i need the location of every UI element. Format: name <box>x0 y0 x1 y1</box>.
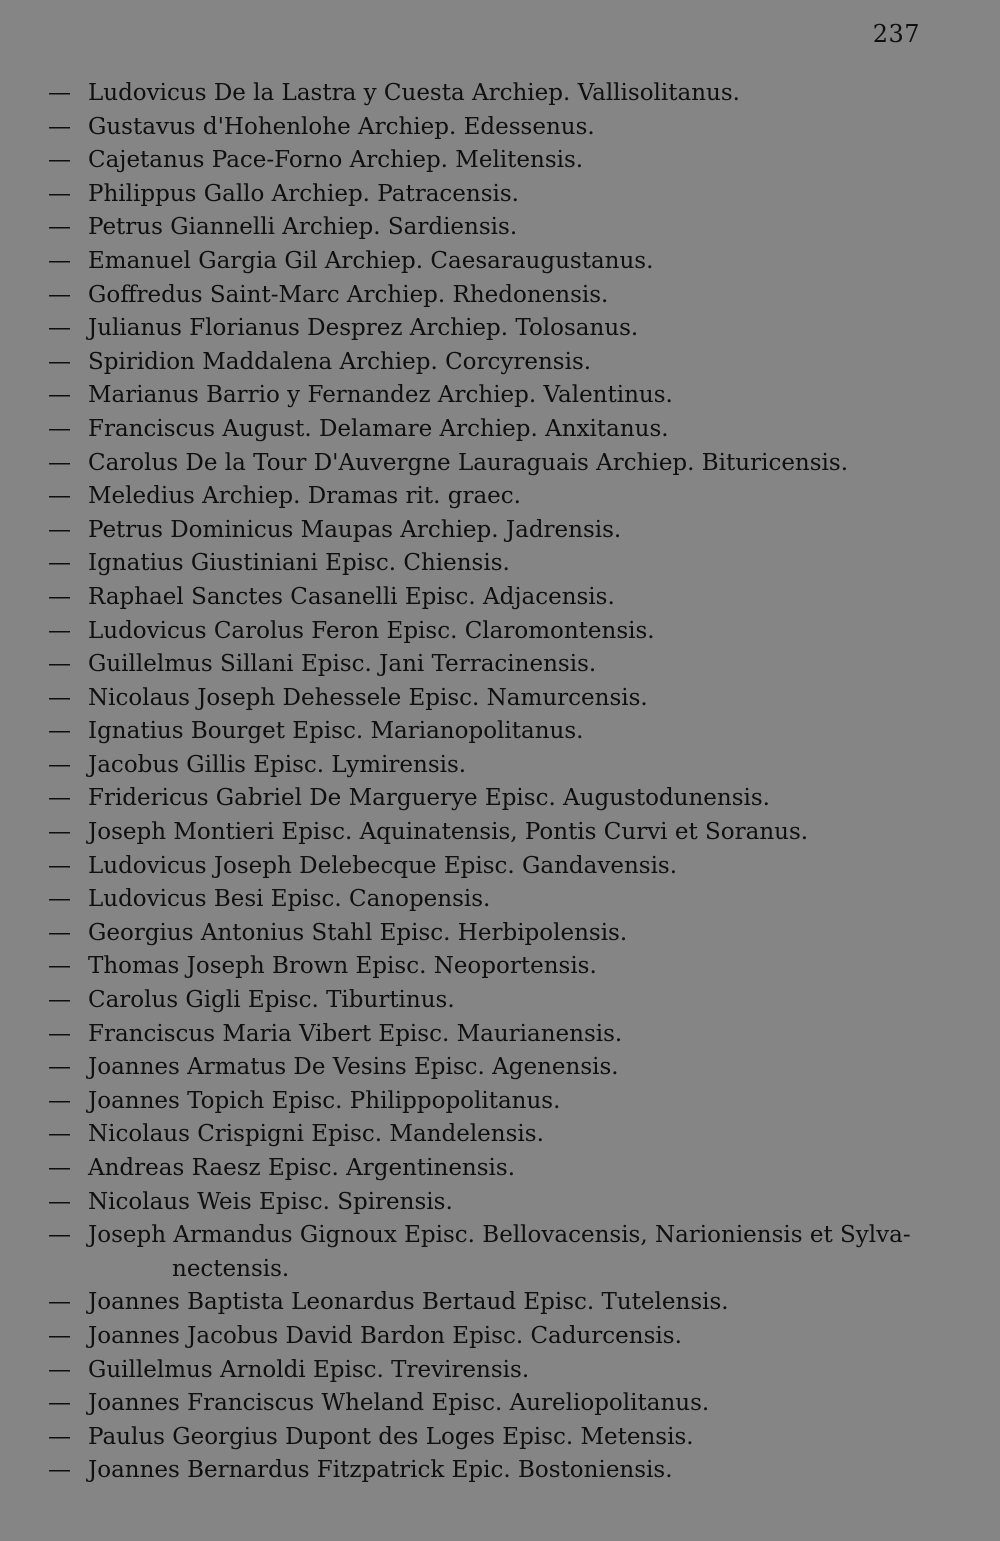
list-item <box>48 178 928 212</box>
entry-text: Nicolaus Joseph Dehessele Episc. Namurcensis. <box>88 684 648 711</box>
list-item <box>48 379 928 413</box>
list-item <box>48 1152 928 1186</box>
list-item <box>48 1186 928 1220</box>
dash: — <box>48 684 71 711</box>
dash: — <box>48 919 71 946</box>
entry-text: Georgius Antonius Stahl Episc. Herbipolensis. <box>88 919 628 946</box>
list-item <box>48 77 928 111</box>
dash: — <box>48 315 71 342</box>
dash: — <box>48 1289 71 1316</box>
dash: — <box>48 1188 71 1215</box>
dash: — <box>48 1322 71 1349</box>
entry-text: Joannes Topich Episc. Philippopolitanus. <box>88 1087 561 1114</box>
dash: — <box>48 1020 71 1047</box>
entry-text: Thomas Joseph Brown Episc. Neoportensis. <box>88 953 597 980</box>
entry-text: Andreas Raesz Episc. Argentinensis. <box>88 1155 516 1181</box>
entry-text: Joannes Bernardus Fitzpatrick Epic. Bostoniensis. <box>88 1457 673 1484</box>
dash: — <box>48 1121 71 1148</box>
list-item <box>48 514 928 548</box>
entry-text: Spiridion Maddalena Archiep. Corcyrensis. <box>88 348 592 375</box>
dash: — <box>48 1457 71 1484</box>
entry-text: Petrus Dominicus Maupas Archiep. Jadrensis. <box>88 516 622 543</box>
list-item <box>48 144 928 178</box>
entry-text: Jacobus Gillis Episc. Lymirensis. <box>88 751 467 778</box>
list-item <box>48 984 928 1018</box>
dash: — <box>48 415 71 442</box>
entry-text: Carolus Gigli Episc. Tiburtinus. <box>88 987 455 1014</box>
list-item <box>48 245 928 279</box>
entry-text: Ludovicus Besi Episc. Canopensis. <box>88 886 491 913</box>
list-item <box>48 279 928 313</box>
dash: — <box>48 348 71 375</box>
entry-text: Petrus Giannelli Archiep. Sardiensis. <box>88 214 518 241</box>
entry-text: Julianus Florianus Desprez Archiep. Tolosanus. <box>88 315 639 342</box>
entry-text: Raphael Sanctes Casanelli Episc. Adjacensis. <box>88 583 615 610</box>
list-item <box>48 1018 928 1052</box>
dash: — <box>48 617 71 644</box>
dash: — <box>48 785 71 812</box>
entry-text: Paulus Georgius Dupont des Loges Episc. Metensis. <box>88 1423 694 1450</box>
list-item <box>48 1051 928 1085</box>
list-item <box>48 1320 928 1354</box>
dash: — <box>48 718 71 745</box>
dash: — <box>48 987 71 1014</box>
list-item <box>48 211 928 245</box>
entry-text: Gustavus d'Hohenlohe Archiep. Edessenus. <box>88 113 595 140</box>
list-item <box>48 1354 928 1388</box>
dash: — <box>48 180 71 207</box>
dash: — <box>48 550 71 577</box>
entry-text: Philippus Gallo Archiep. Patracensis. <box>88 180 519 207</box>
entry-text: Franciscus August. Delamare Archiep. Anxitanus. <box>88 415 669 442</box>
entry-text: Meledius Archiep. Dramas rit. graec. <box>88 483 521 510</box>
dash: — <box>48 953 71 980</box>
dash: — <box>48 583 71 610</box>
entry-text: Guillelmus Arnoldi Episc. Trevirensis. <box>88 1356 530 1383</box>
list-item <box>48 1454 928 1488</box>
entry-text: Joannes Franciscus Wheland Episc. Aureliopolitanus. <box>88 1390 710 1417</box>
list-item-wrapped <box>48 1219 928 1253</box>
dash: — <box>48 214 71 241</box>
dash: — <box>48 80 71 106</box>
dash: — <box>48 382 71 409</box>
entry-text: Ludovicus Carolus Feron Episc. Claromontensis. <box>88 617 655 644</box>
list-item <box>48 782 928 816</box>
list-item <box>48 346 928 380</box>
entry-text: Joannes Jacobus David Bardon Episc. Cadurcensis. <box>88 1322 682 1349</box>
list-item <box>48 1421 928 1455</box>
list-item <box>48 1118 928 1152</box>
entry-text: Franciscus Maria Vibert Episc. Maurianensis. <box>88 1020 623 1047</box>
entry-text: Guillelmus Sillani Episc. Jani Terracinensis. <box>88 651 597 678</box>
entry-text: Carolus De la Tour D'Auvergne Lauraguais Archiep. Bituricensis. <box>88 449 849 476</box>
list-item <box>48 950 928 984</box>
dash: — <box>48 1390 71 1417</box>
dash: — <box>48 516 71 543</box>
dash: — <box>48 281 71 308</box>
entry-text: Emanuel Gargia Gil Archiep. Caesaraugustanus. <box>88 247 654 274</box>
dash: — <box>48 247 71 274</box>
list-item <box>48 1286 928 1320</box>
entry-text: Ludovicus Joseph Delebecque Episc. Gandavensis. <box>88 852 678 879</box>
list-item <box>48 581 928 615</box>
entry-text: Ignatius Giustiniani Episc. Chiensis. <box>88 550 510 577</box>
list-item <box>48 312 928 346</box>
list-item <box>48 715 928 749</box>
entry-text: Nicolaus Crispigni Episc. Mandelensis. <box>88 1121 544 1148</box>
entry-text: Joseph Armandus Gignoux Episc. Bellovacensis, Narioniensis et Sylva- <box>88 1222 911 1249</box>
list-item <box>48 413 928 447</box>
list-item <box>48 850 928 884</box>
list-item <box>48 615 928 649</box>
dash: — <box>48 1423 71 1450</box>
list-item-continuation <box>48 1253 928 1287</box>
list-item <box>48 917 928 951</box>
dash: — <box>48 751 71 778</box>
dash: — <box>48 113 71 140</box>
entry-continuation-text: nectensis. <box>172 1255 290 1282</box>
list-item <box>48 682 928 716</box>
dash: — <box>48 1054 71 1081</box>
dash: — <box>48 651 71 678</box>
entry-text: Goffredus Saint-Marc Archiep. Rhedonensis. <box>88 281 609 308</box>
entry-text: Joannes Baptista Leonardus Bertaud Episc. Tutelensis. <box>88 1289 729 1316</box>
entry-text: Fridericus Gabriel De Marguerye Episc. Augustodunensis. <box>88 785 770 812</box>
dash: — <box>48 819 71 846</box>
dash: — <box>48 1087 71 1114</box>
list-item <box>48 816 928 850</box>
dash: — <box>48 1155 71 1181</box>
entry-text: Cajetanus Pace-Forno Archiep. Melitensis. <box>88 147 584 174</box>
list-item <box>48 111 928 145</box>
entry-text: Ignatius Bourget Episc. Marianopolitanus. <box>88 718 584 745</box>
dash: — <box>48 886 71 913</box>
dash: — <box>48 147 71 174</box>
dash: — <box>48 449 71 476</box>
entry-text: Marianus Barrio y Fernandez Archiep. Valentinus. <box>88 382 673 409</box>
dash: — <box>48 852 71 879</box>
entry-text: Joannes Armatus De Vesins Episc. Agenensis. <box>88 1054 619 1081</box>
list-item <box>48 1387 928 1421</box>
page-number: 237 <box>872 20 920 48</box>
bishop-list <box>48 77 928 1488</box>
dash: — <box>48 483 71 510</box>
entry-text: Joseph Montieri Episc. Aquinatensis, Pontis Curvi et Soranus. <box>88 819 809 846</box>
list-item <box>48 648 928 682</box>
list-item <box>48 480 928 514</box>
list-item <box>48 749 928 783</box>
list-item <box>48 883 928 917</box>
dash: — <box>48 1222 71 1249</box>
list-item <box>48 1085 928 1119</box>
entry-text: Ludovicus De la Lastra y Cuesta Archiep. Vallisolitanus. <box>88 80 740 106</box>
dash: — <box>48 1356 71 1383</box>
list-item <box>48 447 928 481</box>
list-item <box>48 547 928 581</box>
entry-text: Nicolaus Weis Episc. Spirensis. <box>88 1188 453 1215</box>
